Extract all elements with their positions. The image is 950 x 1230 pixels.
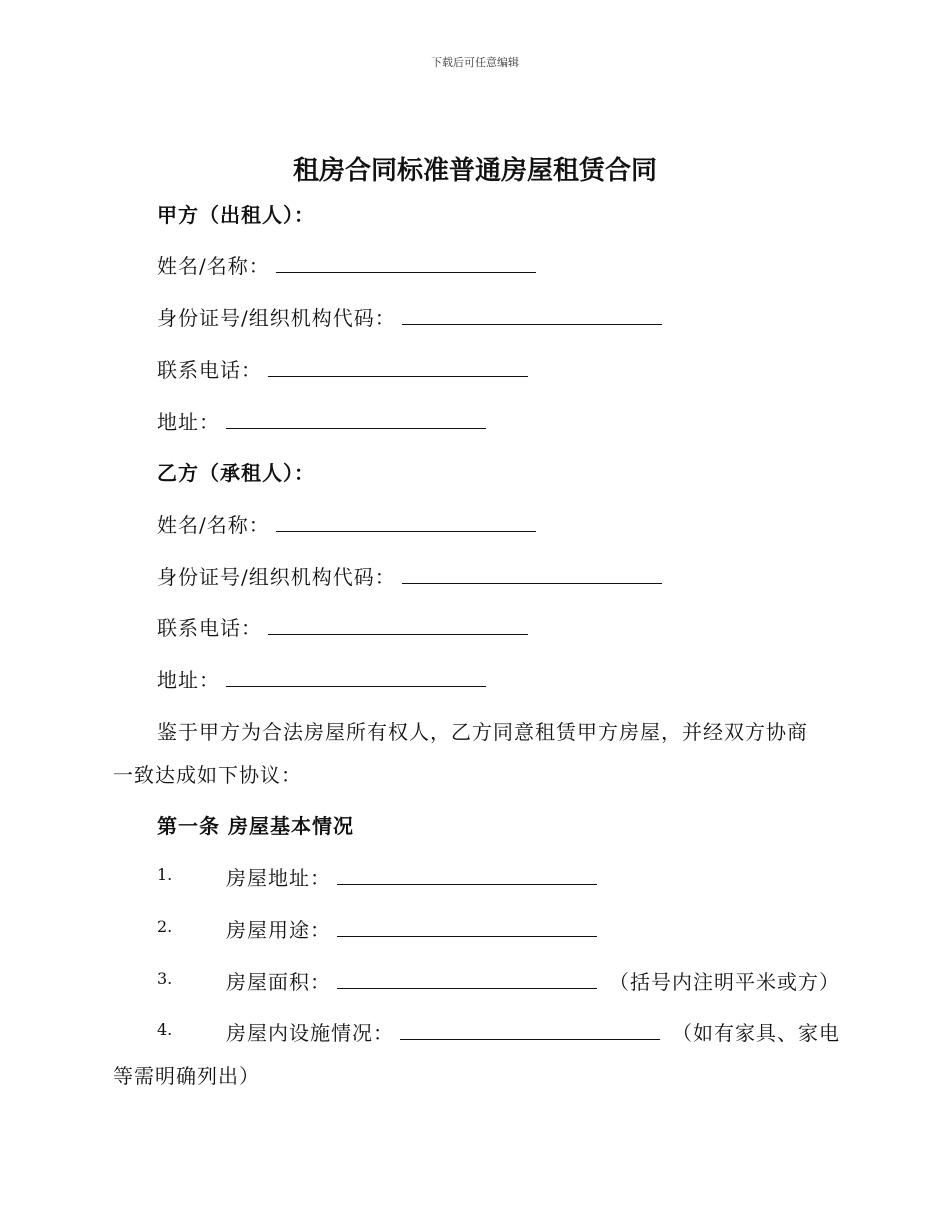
contract-title: 租房合同标准普通房屋租赁合同 xyxy=(292,156,657,186)
item-2-label: 房屋用途： xyxy=(226,918,331,942)
party-b-phone-blank[interactable] xyxy=(268,615,528,635)
item-3-row xyxy=(226,966,840,995)
party-a-id-row xyxy=(157,302,662,331)
item-1-label: 房屋地址： xyxy=(226,866,331,890)
party-b-address-blank[interactable] xyxy=(226,667,486,687)
item-3-blank[interactable] xyxy=(337,969,597,989)
item-2-row xyxy=(226,914,597,943)
party-b-phone-row xyxy=(157,612,528,641)
party-a-id-label: 身份证号/组织机构代码： xyxy=(157,306,396,330)
party-a-name-label: 姓名/名称： xyxy=(157,254,270,278)
party-a-phone-label: 联系电话： xyxy=(157,358,262,382)
preamble-line-1: 鉴于甲方为合法房屋所有权人，乙方同意租赁甲方房屋，并经双方协商 xyxy=(157,720,808,744)
item-1-blank[interactable] xyxy=(337,865,597,885)
party-a-address-blank[interactable] xyxy=(226,409,486,429)
item-1-number: 1. xyxy=(157,865,173,884)
party-a-name-blank[interactable] xyxy=(276,253,536,273)
item-4-row xyxy=(226,1017,840,1046)
item-4-continuation: 等需明确列出） xyxy=(113,1064,260,1088)
party-a-id-blank[interactable] xyxy=(402,305,662,325)
header-note: 下载后可任意编辑 xyxy=(431,56,519,69)
item-3-label: 房屋面积： xyxy=(226,970,331,994)
item-4-number: 4. xyxy=(157,1020,173,1039)
item-2-number: 2. xyxy=(157,917,173,936)
item-1-row xyxy=(226,862,597,891)
party-a-phone-row xyxy=(157,354,528,383)
party-b-address-row xyxy=(157,664,486,693)
party-a-address-row xyxy=(157,406,486,435)
party-b-name-row xyxy=(157,509,536,538)
item-4-note: （如有家具、家电 xyxy=(672,1021,840,1045)
preamble-line-2: 一致达成如下协议： xyxy=(113,763,302,787)
party-b-address-label: 地址： xyxy=(157,668,220,692)
party-b-phone-label: 联系电话： xyxy=(157,616,262,640)
article-1-heading: 第一条 房屋基本情况 xyxy=(157,814,354,838)
party-a-address-label: 地址： xyxy=(157,410,220,434)
party-b-id-blank[interactable] xyxy=(402,564,662,584)
party-b-id-row xyxy=(157,561,662,590)
party-b-name-blank[interactable] xyxy=(276,512,536,532)
party-b-name-label: 姓名/名称： xyxy=(157,513,270,537)
party-a-name-row xyxy=(157,250,536,279)
party-a-phone-blank[interactable] xyxy=(268,357,528,377)
party-b-heading: 乙方（承租人）： xyxy=(157,461,315,485)
item-2-blank[interactable] xyxy=(337,917,597,937)
item-3-note: （括号内注明平米或方） xyxy=(609,970,840,994)
item-4-label: 房屋内设施情况： xyxy=(226,1021,394,1045)
party-b-id-label: 身份证号/组织机构代码： xyxy=(157,565,396,589)
item-4-blank[interactable] xyxy=(400,1020,660,1040)
item-3-number: 3. xyxy=(157,969,173,988)
party-a-heading: 甲方（出租人）： xyxy=(157,203,315,227)
